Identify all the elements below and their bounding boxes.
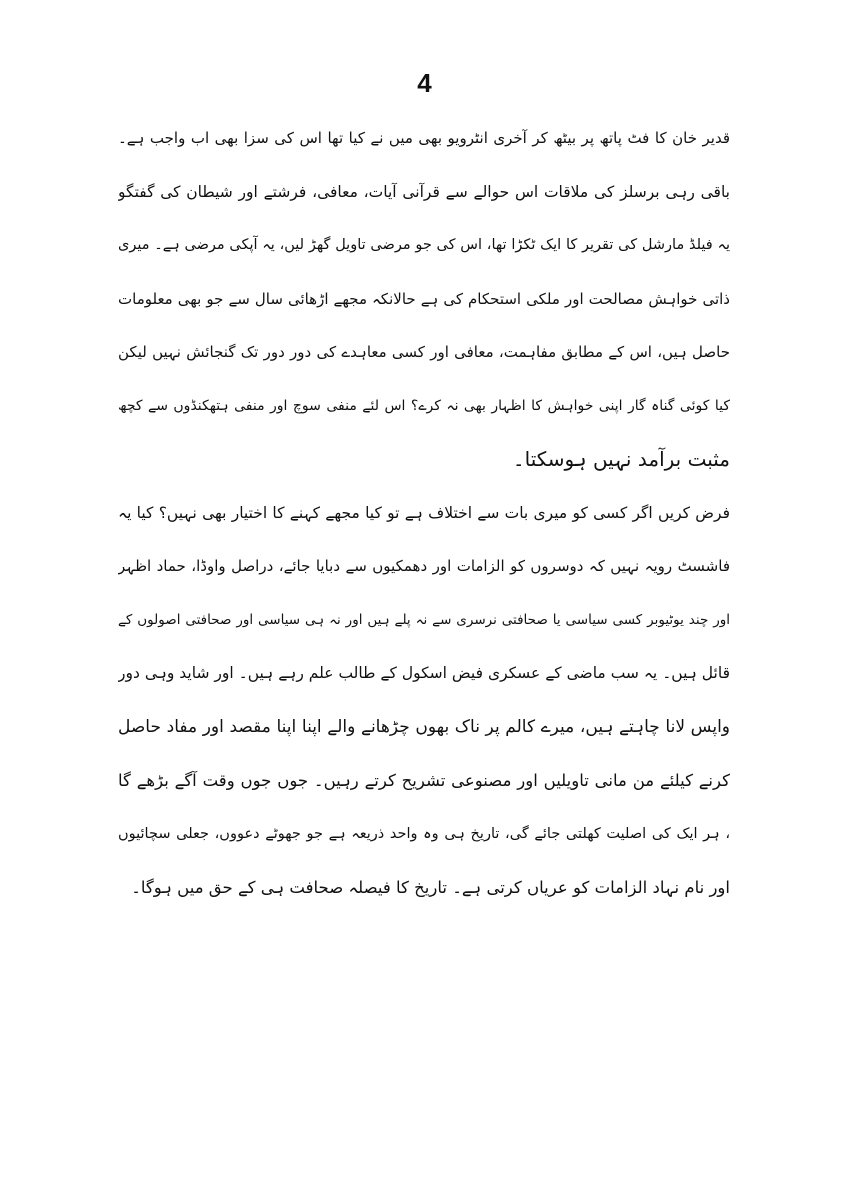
article-body [118, 112, 730, 915]
text-line: یہ فیلڈ مارشل کی تقریر کا ایک ٹکڑا تھا، اس کی جو مرضی تاویل گھڑ لیں، یہ آپکی مرضی ہے۔ میری [118, 237, 730, 253]
text-line: ذاتی خواہش مصالحت اور ملکی استحکام کی ہے حالانکہ مجھے اڑھائی سال سے جو بھی معلومات [118, 289, 730, 308]
text-line: واپس لانا چاہتے ہیں، میرے کالم پر ناک بھوں چڑھانے والے اپنا اپنا مقصد اور مفاد حاصل [118, 716, 730, 737]
text-line: فاشسٹ رویہ نہیں کہ دوسروں کو الزامات اور دھمکیوں سے دبایا جائے، دراصل واوڈا، حماد اظہر [118, 557, 730, 575]
text-line: مثبت برآمد نہیں ہوسکتا۔ [512, 447, 730, 471]
text-line: باقی رہی برسلز کی ملاقات اس حوالے سے قرآنی آیات، معافی، فرشتے اور شیطان کی گفتگو [118, 182, 730, 201]
text-line: قدیر خان کا فٹ پاتھ پر بیٹھ کر آخری انٹرویو بھی میں نے کیا تھا اس کی سزا بھی اب واجب ہے۔ [118, 129, 730, 147]
text-line: کرنے کیلئے من مانی تاویلیں اور مصنوعی تشریح کرتے رہیں۔ جوں جوں وقت آگے بڑھے گا [118, 771, 730, 790]
paragraph-1 [118, 112, 730, 487]
text-line: ، ہر ایک کی اصلیت کھلتی جائے گی، تاریخ ہی وہ واحد ذریعہ ہے جو جھوٹے دعووں، جعلی سچائیوں [118, 825, 730, 842]
page-number: 4 [417, 68, 432, 98]
text-line: کیا کوئی گناہ گار اپنی خواہش کا اظہار بھی نہ کرے؟ اس لئے منفی سوچ اور منفی ہتھکنڈوں سے کچھ [118, 397, 730, 414]
text-line: اور نام نہاد الزامات کو عریاں کرتی ہے۔ تاریخ کا فیصلہ صحافت ہی کے حق میں ہوگا۔ [131, 878, 730, 897]
text-line: فرض کریں اگر کسی کو میری بات سے اختلاف ہے تو کیا مجھے کہنے کا اختیار بھی نہیں؟ کیا یہ [118, 503, 730, 522]
text-line: اور چند یوٹیوبر کسی سیاسی یا صحافتی نرسری سے نہ پلے ہیں اور نہ ہی سیاسی اور صحافتی اصولوں کے [118, 611, 730, 628]
text-line: حاصل ہیں، اس کے مطابق مفاہمت، معافی اور کسی معاہدے کی دور دور تک گنجائش نہیں لیکن [118, 343, 730, 361]
paragraph-2 [118, 487, 730, 915]
text-line: قائل ہیں۔ یہ سب ماضی کے عسکری فیض اسکول کے طالب علم رہے ہیں۔ اور شاید وہی دور [118, 664, 730, 682]
